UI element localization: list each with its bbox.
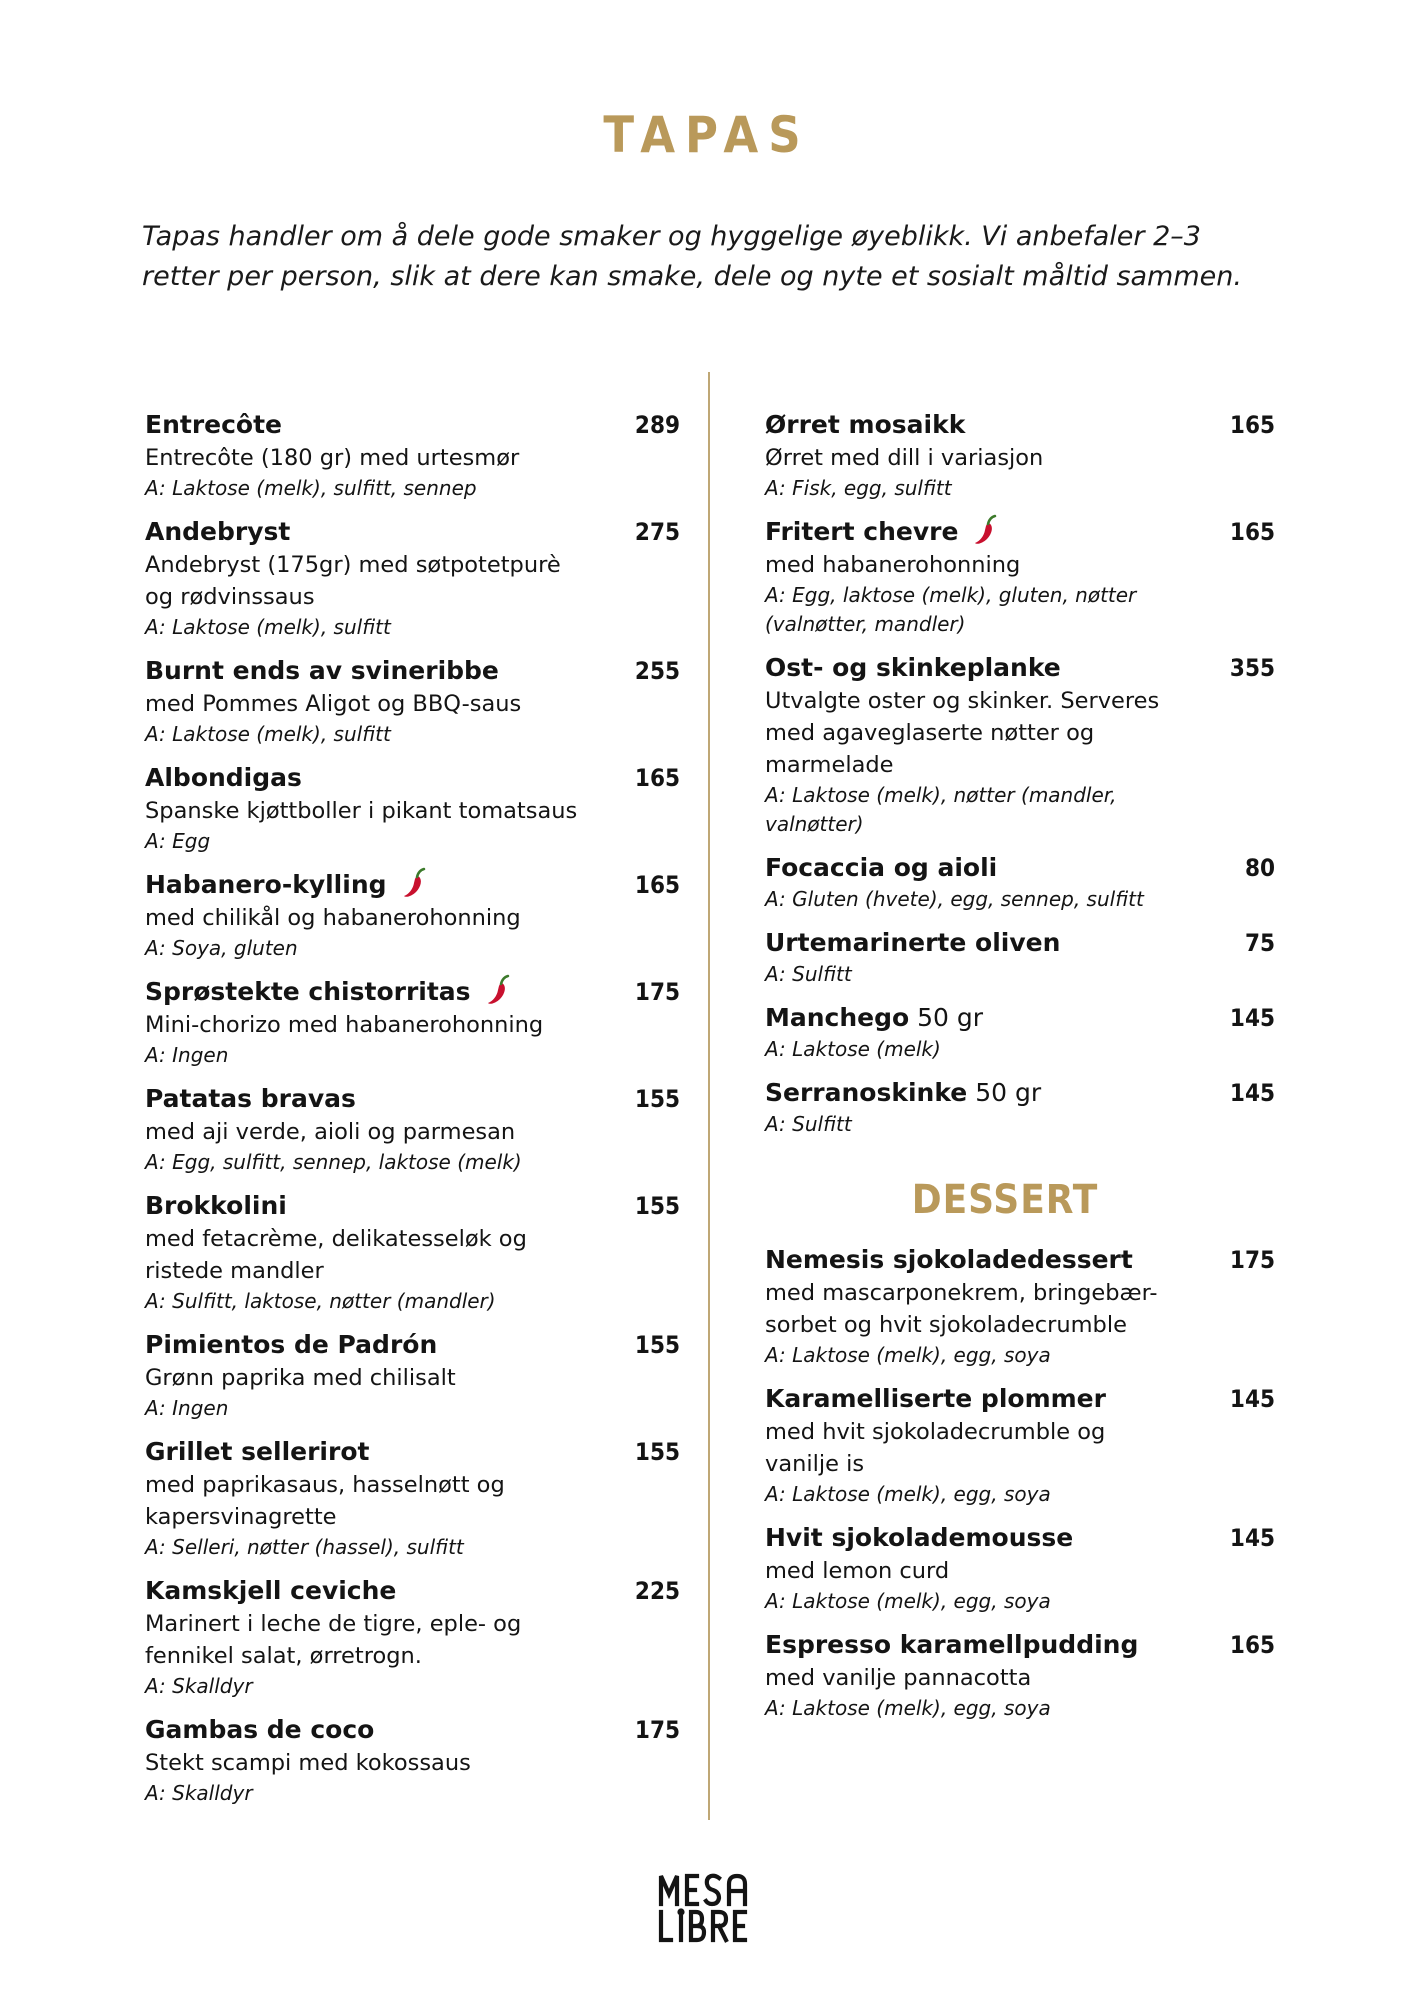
menu-item: [765, 1243, 1275, 1370]
menu-item-description: Spanske kjøttboller i pikant tomatsaus: [145, 798, 578, 824]
menu-item-name: [145, 654, 499, 688]
menu-item-allergens: A: Sulfitt, laktose, nøtter (mandler): [145, 1289, 496, 1313]
menu-item-price: 275: [634, 518, 680, 546]
menu-item-allergens: A: Laktose (melk), sulfitt: [145, 722, 391, 746]
menu-item-description: Ørret med dill i variasjon: [765, 445, 1044, 471]
menu-item-allergens: A: Sulfitt: [765, 962, 852, 986]
chili-pepper-icon: [485, 974, 511, 1006]
menu-item-description: og rødvinssaus: [145, 584, 315, 610]
menu-item-price: 155: [634, 1192, 680, 1220]
menu-item: [145, 868, 680, 963]
menu-item-name: [145, 1328, 437, 1362]
menu-item-header: [765, 1001, 1275, 1035]
menu-item-price: 255: [634, 657, 680, 685]
menu-item-description: med chilikål og habanerohonning: [145, 905, 521, 931]
menu-item-price: 225: [634, 1577, 680, 1605]
menu-item-allergens: A: Fisk, egg, sulfitt: [765, 476, 952, 500]
dish-weight: 50 gr: [909, 1003, 984, 1032]
menu-item-description: med fetacrème, delikatesseløk og: [145, 1226, 527, 1252]
menu-item-description: Entrecôte (180 gr) med urtesmør: [145, 445, 520, 471]
menu-item-allergens: A: Skalldyr: [145, 1674, 253, 1698]
menu-item-name: [765, 408, 965, 442]
menu-item: [145, 1082, 680, 1177]
menu-item-price: 175: [1229, 1246, 1275, 1274]
menu-item-price: 165: [634, 871, 680, 899]
menu-item-header: [765, 851, 1275, 885]
menu-item-header: [765, 408, 1275, 442]
menu-item-price: 355: [1229, 654, 1275, 682]
menu-item-allergens: A: Egg: [145, 829, 211, 853]
menu-item-header: [765, 926, 1275, 960]
menu-item-header: [145, 654, 680, 688]
menu-item-description: med agaveglaserte nøtter og: [765, 720, 1095, 746]
menu-item-name: [765, 1001, 983, 1035]
dish-name: Focaccia og aioli: [765, 853, 998, 882]
menu-item: [765, 1521, 1275, 1616]
menu-item-allergens: A: Laktose (melk): [765, 1037, 941, 1061]
menu-item-price: 145: [1229, 1524, 1275, 1552]
menu-item-header: [765, 651, 1275, 685]
menu-item-description: ristede mandler: [145, 1258, 324, 1284]
menu-item-name: [145, 761, 302, 795]
menu-item-allergens: A: Ingen: [145, 1396, 229, 1420]
menu-item-description: med lemon curd: [765, 1558, 950, 1584]
dish-name: Andebryst: [145, 517, 291, 546]
menu-item-header: [145, 1328, 680, 1362]
menu-item-price: 75: [1244, 929, 1275, 957]
menu-item-price: 165: [1229, 1631, 1275, 1659]
menu-item: [765, 515, 1275, 639]
menu-item: [765, 1382, 1275, 1509]
menu-item: [145, 1328, 680, 1423]
menu-item-name: [765, 1628, 1138, 1662]
menu-item-allergens: A: Laktose (melk), sulfitt: [145, 615, 391, 639]
menu-item-name: [765, 651, 1061, 685]
intro-text: [142, 217, 1302, 297]
dish-name: Habanero-kylling: [145, 870, 387, 899]
dish-name: Hvit sjokolademousse: [765, 1523, 1074, 1552]
menu-item-name: [765, 1382, 1106, 1416]
menu-item-price: 145: [1229, 1004, 1275, 1032]
menu-item-allergens: A: Skalldyr: [145, 1781, 253, 1805]
menu-item-price: 165: [634, 764, 680, 792]
menu-item-header: [145, 408, 680, 442]
menu-item-name: [145, 1574, 396, 1608]
menu-item: [145, 1435, 680, 1562]
menu-item-allergens: (valnøtter, mandler): [765, 612, 966, 636]
menu-item-name: [765, 1521, 1073, 1555]
menu-item-name: [145, 408, 282, 442]
dish-weight: 50 gr: [967, 1078, 1042, 1107]
dish-name: Grillet sellerirot: [145, 1437, 370, 1466]
dish-name: Urtemarinerte oliven: [765, 928, 1061, 957]
menu-item-description: Mini-chorizo med habanerohonning: [145, 1012, 544, 1038]
menu-item-description: med vanilje pannacotta: [765, 1665, 1032, 1691]
dish-name: Burnt ends av svineribbe: [145, 656, 499, 685]
menu-item-allergens: A: Egg, sulfitt, sennep, laktose (melk): [145, 1150, 522, 1174]
right-menu-column: [765, 408, 1275, 1735]
menu-item-allergens: A: Laktose (melk), egg, soya: [765, 1589, 1051, 1613]
menu-item-header: [765, 1521, 1275, 1555]
dessert-heading: DESSERT: [911, 1177, 1099, 1223]
menu-item: [145, 1574, 680, 1701]
menu-item-description: med Pommes Aligot og BBQ-saus: [145, 691, 522, 717]
chili-pepper-icon: [401, 867, 427, 899]
dish-name: Manchego: [765, 1003, 910, 1032]
menu-item: [145, 654, 680, 749]
menu-item: [765, 651, 1275, 839]
menu-item-description: med habanerohonning: [765, 552, 1021, 578]
dish-name: Karamelliserte plommer: [765, 1384, 1106, 1413]
dish-name: Sprøstekte chistorritas: [145, 977, 471, 1006]
menu-item-allergens: A: Sulfitt: [765, 1112, 852, 1136]
menu-item-price: 289: [634, 411, 680, 439]
left-menu-column: [145, 408, 680, 1820]
dish-name: Kamskjell ceviche: [145, 1576, 397, 1605]
menu-item: [145, 515, 680, 642]
menu-item-header: [145, 761, 680, 795]
dish-name: Ost- og skinkeplanke: [765, 653, 1061, 682]
menu-item: [765, 1076, 1275, 1139]
menu-item-name: [765, 926, 1060, 960]
menu-item-price: 175: [634, 1716, 680, 1744]
menu-item-name: [145, 515, 290, 549]
menu-item-header: [145, 1189, 680, 1223]
dish-name: Patatas bravas: [145, 1084, 356, 1113]
menu-item-name: [765, 1243, 1133, 1277]
menu-item-allergens: A: Laktose (melk), nøtter (mandler,: [765, 783, 1117, 807]
menu-item-header: [145, 1082, 680, 1116]
menu-item-allergens: A: Egg, laktose (melk), gluten, nøtter: [765, 583, 1137, 607]
menu-item-allergens: A: Gluten (hvete), egg, sennep, sulfitt: [765, 887, 1144, 911]
menu-item-name: [765, 515, 998, 549]
menu-item-price: 155: [634, 1438, 680, 1466]
dish-name: Entrecôte: [145, 410, 283, 439]
menu-item-name: [145, 1082, 356, 1116]
menu-item: [145, 1713, 680, 1808]
page-title: TAPAS: [603, 106, 811, 164]
menu-item-name: [145, 975, 511, 1009]
menu-item-price: 155: [634, 1085, 680, 1113]
menu-item-name: [765, 851, 997, 885]
dish-name: Nemesis sjokoladedessert: [765, 1245, 1133, 1274]
intro-line-1: Tapas handler om å dele gode smaker og hyggelige øyeblikk. Vi anbefaler 2–3: [142, 221, 1201, 252]
menu-item-description: Marinert i leche de tigre, eple- og: [145, 1611, 522, 1637]
menu-item-description: Andebryst (175gr) med søtpotetpurè: [145, 552, 561, 578]
menu-item-header: [145, 515, 680, 549]
menu-item-allergens: valnøtter): [765, 812, 864, 836]
menu-item-price: 175: [634, 978, 680, 1006]
menu-item-header: [145, 1574, 680, 1608]
menu-item: [145, 975, 680, 1070]
dish-name: Ørret mosaikk: [765, 410, 966, 439]
menu-item: [145, 408, 680, 503]
menu-item-allergens: A: Soya, gluten: [145, 936, 298, 960]
menu-item-description: kapersvinagrette: [145, 1504, 337, 1530]
dish-name: Brokkolini: [145, 1191, 287, 1220]
menu-item-allergens: A: Laktose (melk), egg, soya: [765, 1696, 1051, 1720]
menu-item-allergens: A: Laktose (melk), egg, soya: [765, 1482, 1051, 1506]
menu-item-name: [145, 1435, 369, 1469]
menu-item-description: med hvit sjokoladecrumble og: [765, 1419, 1106, 1445]
menu-item-header: [145, 1713, 680, 1747]
menu-item-description: med paprikasaus, hasselnøtt og: [145, 1472, 505, 1498]
menu-item: [145, 1189, 680, 1316]
menu-item-header: [145, 975, 680, 1009]
menu-item-allergens: A: Ingen: [145, 1043, 229, 1067]
menu-item-header: [765, 1382, 1275, 1416]
menu-item-description: fennikel salat, ørretrogn.: [145, 1643, 422, 1669]
menu-item-description: Utvalgte oster og skinker. Serveres: [765, 688, 1160, 714]
menu-item-header: [765, 515, 1275, 549]
menu-item-name: [145, 1713, 374, 1747]
menu-item-description: Stekt scampi med kokossaus: [145, 1750, 471, 1776]
menu-item-price: 165: [1229, 518, 1275, 546]
menu-item-allergens: A: Laktose (melk), sulfitt, sennep: [145, 476, 477, 500]
dish-name: Albondigas: [145, 763, 302, 792]
menu-item-description: sorbet og hvit sjokoladecrumble: [765, 1312, 1127, 1338]
menu-item-price: 155: [634, 1331, 680, 1359]
menu-item-allergens: A: Laktose (melk), egg, soya: [765, 1343, 1051, 1367]
column-divider: [708, 372, 710, 1820]
menu-item: [765, 851, 1275, 914]
menu-item-header: [145, 868, 680, 902]
menu-item-description: med aji verde, aioli og parmesan: [145, 1119, 516, 1145]
intro-line-2: retter per person, slik at dere kan smake, dele og nyte et sosialt måltid sammen.: [142, 261, 1242, 292]
menu-item-price: 80: [1244, 854, 1275, 882]
chili-pepper-icon: [972, 514, 998, 546]
menu-item-price: 165: [1229, 411, 1275, 439]
menu-item-name: [765, 1076, 1041, 1110]
menu-item: [765, 926, 1275, 989]
menu-item-description: Grønn paprika med chilisalt: [145, 1365, 456, 1391]
menu-item: [145, 761, 680, 856]
dish-name: Gambas de coco: [145, 1715, 375, 1744]
menu-item-header: [145, 1435, 680, 1469]
menu-item-price: 145: [1229, 1385, 1275, 1413]
dish-name: Fritert chevre: [765, 517, 959, 546]
menu-item-description: marmelade: [765, 752, 894, 778]
dish-name: Espresso karamellpudding: [765, 1630, 1139, 1659]
menu-item-price: 145: [1229, 1079, 1275, 1107]
menu-item: [765, 408, 1275, 503]
menu-item-name: [145, 1189, 287, 1223]
menu-item-description: med mascarponekrem, bringebær-: [765, 1280, 1158, 1306]
menu-item-name: [145, 868, 427, 902]
menu-item-header: [765, 1628, 1275, 1662]
dish-name: Pimientos de Padrón: [145, 1330, 438, 1359]
dish-name: Serranoskinke: [765, 1078, 968, 1107]
menu-item-header: [765, 1076, 1275, 1110]
menu-item-allergens: A: Selleri, nøtter (hassel), sulfitt: [145, 1535, 464, 1559]
menu-item-header: [765, 1243, 1275, 1277]
menu-item-description: vanilje is: [765, 1451, 865, 1477]
menu-item: [765, 1628, 1275, 1723]
menu-item: [765, 1001, 1275, 1064]
mesa-libre-logo: [657, 1870, 757, 1946]
